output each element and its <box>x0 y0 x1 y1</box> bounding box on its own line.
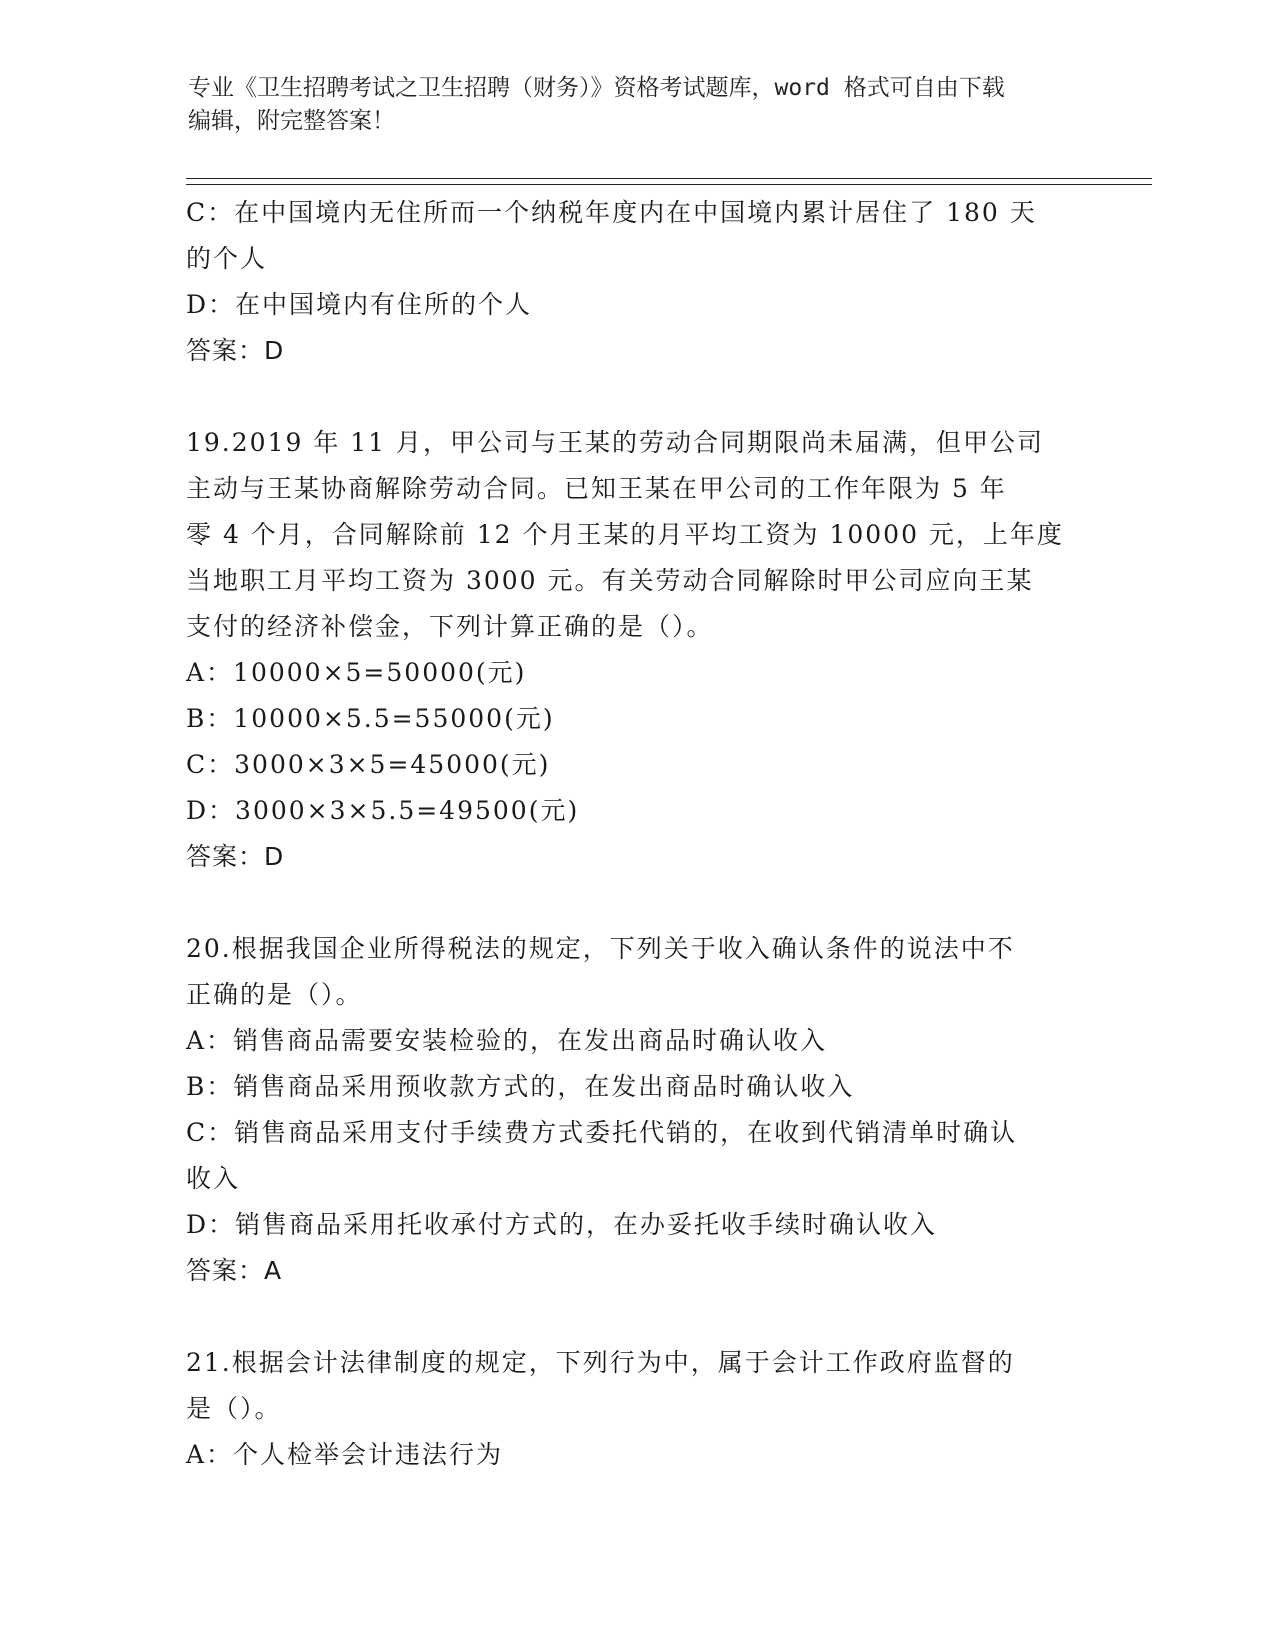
option-b: B：10000×5.5=55000(元) <box>186 704 555 733</box>
header-divider-bottom <box>186 184 1152 185</box>
question-18-tail <box>186 190 1086 374</box>
question-text-line: 当地职工月平均工资为 3000 元。有关劳动合同解除时甲公司应向王某 <box>186 566 1034 595</box>
question-19 <box>186 420 1086 880</box>
question-21 <box>186 1340 1086 1478</box>
option-a: A：销售商品需要安装检验的，在发出商品时确认收入 <box>186 1026 828 1055</box>
option-d: D：销售商品采用托收承付方式的，在办妥托收手续时确认收入 <box>186 1210 938 1239</box>
question-text-line: 21.根据会计法律制度的规定，下列行为中，属于会计工作政府监督的 <box>186 1348 1015 1377</box>
option-d: D：3000×3×5.5=49500(元) <box>186 796 580 825</box>
option-d: D：在中国境内有住所的个人 <box>186 290 533 319</box>
question-text-line: 20.根据我国企业所得税法的规定，下列关于收入确认条件的说法中不 <box>186 934 1015 963</box>
option-c-line-2: 收入 <box>186 1164 241 1193</box>
header-line-1: 专业《卫生招聘考试之卫生招聘（财务）》资格考试题库，word 格式可自由下载 <box>188 75 1005 101</box>
question-text-line: 支付的经济补偿金，下列计算正确的是（）。 <box>186 612 714 641</box>
question-text-line: 是（）。 <box>186 1394 282 1423</box>
option-c: C：3000×3×5=45000(元) <box>186 750 551 779</box>
option-b: B：销售商品采用预收款方式的，在发出商品时确认收入 <box>186 1072 855 1101</box>
question-20 <box>186 926 1086 1294</box>
answer: 答案：D <box>186 336 285 365</box>
option-a: A：10000×5=50000(元) <box>186 658 527 687</box>
option-a: A：个人检举会计违法行为 <box>186 1440 504 1469</box>
option-c-line-2: 的个人 <box>186 244 268 273</box>
option-c-line-1: C：在中国境内无住所而一个纳税年度内在中国境内累计居住了 180 天 <box>186 198 1037 227</box>
answer: 答案：A <box>186 1256 283 1285</box>
option-c-line-1: C：销售商品采用支付手续费方式委托代销的，在收到代销清单时确认 <box>186 1118 1018 1147</box>
page-header <box>188 72 1088 138</box>
answer: 答案：D <box>186 842 285 871</box>
question-text-line: 19.2019 年 11 月，甲公司与王某的劳动合同期限尚未届满，但甲公司 <box>186 428 1045 457</box>
spacer <box>186 1294 1086 1340</box>
question-text-line: 零 4 个月，合同解除前 12 个月王某的月平均工资为 10000 元，上年度 <box>186 520 1064 549</box>
header-divider-top <box>186 178 1152 179</box>
spacer <box>186 880 1086 926</box>
question-text-line: 正确的是（）。 <box>186 980 363 1009</box>
question-text-line: 主动与王某协商解除劳动合同。已知王某在甲公司的工作年限为 5 年 <box>186 474 1007 503</box>
header-line-2: 编辑，附完整答案！ <box>188 108 395 134</box>
question-content <box>186 190 1086 1478</box>
spacer <box>186 374 1086 420</box>
